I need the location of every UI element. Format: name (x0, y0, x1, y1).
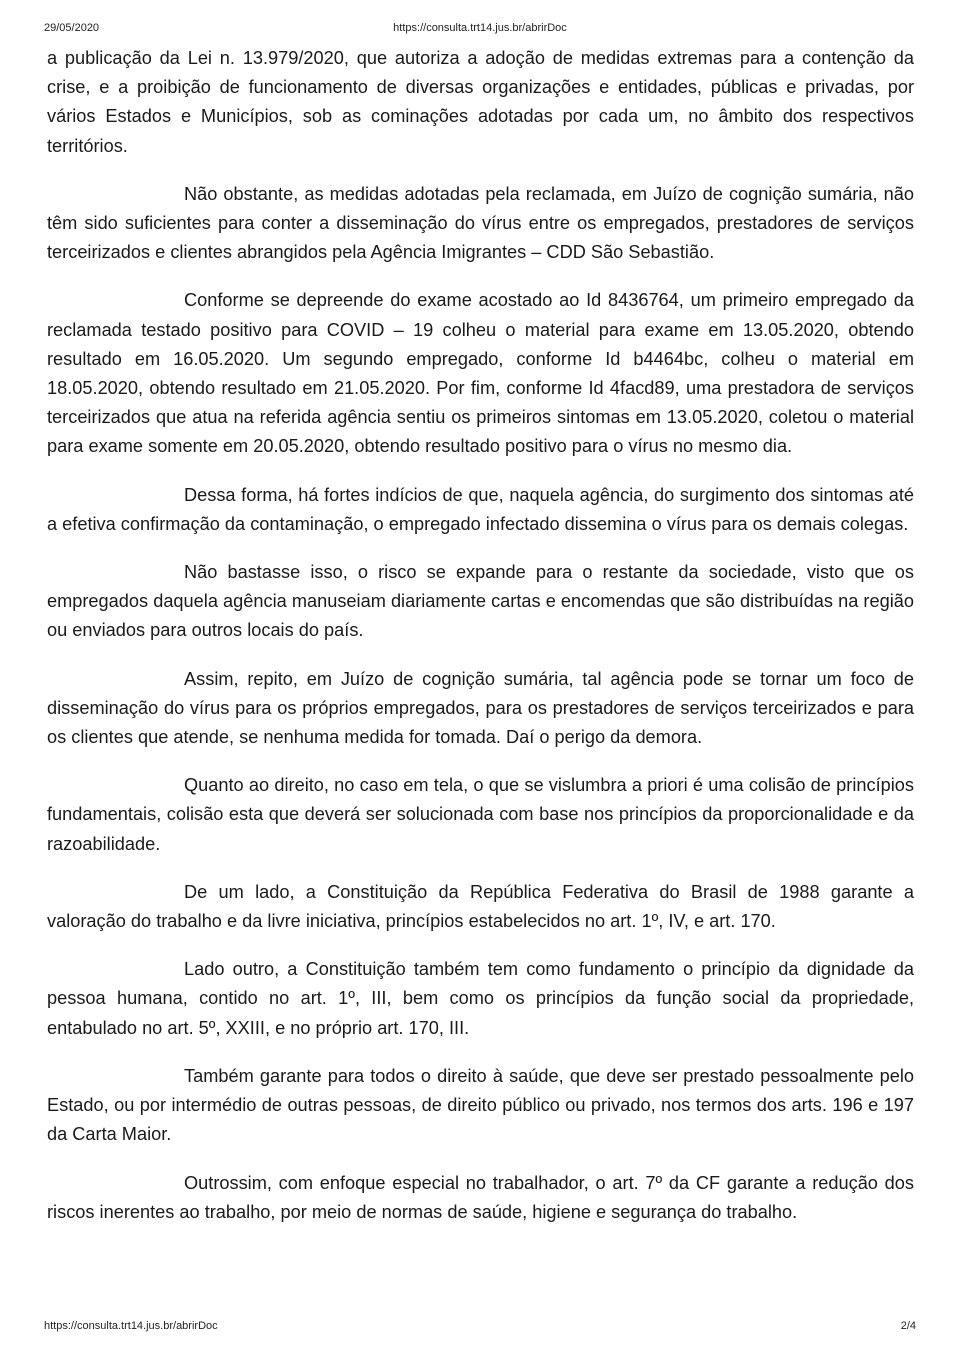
print-header (44, 22, 916, 40)
paragraph: Dessa forma, há fortes indícios de que, naquela agência, do surgimento dos sintomas até a efetiva confirmação da contaminação, o empregado infectado dissemina o vírus para os demais colegas. (47, 484, 914, 534)
paragraph-continued: a publicação da Lei n. 13.979/2020, que autoriza a adoção de medidas extremas para a contenção da crise, e a proibição de funcionamento de diversas organizações e entidades, públicas e privadas, por vários Estados e Municípios, sob as cominações adotadas por cada um, no âmbito dos respectivos territórios. (47, 48, 914, 156)
print-header-url: https://consulta.trt14.jus.br/abrirDoc (393, 22, 567, 34)
print-date: 29/05/2020 (44, 22, 100, 34)
paragraph: Quanto ao direito, no caso em tela, o que se vislumbra a priori é uma colisão de princípios fundamentais, colisão esta que deverá ser solucionada com base nos princípios da proporcionalidade e da razoabilidade. (47, 775, 914, 854)
paragraph: Também garante para todos o direito à saúde, que deve ser prestado pessoalmente pelo Estado, ou por intermédio de outras pessoas, de direito público ou privado, nos termos dos arts. 196 e 197 da Carta Maior. (47, 1065, 914, 1145)
paragraph: Lado outro, a Constituição também tem como fundamento o princípio da dignidade da pessoa humana, contido no art. 1º, III, bem como os princípios da função social da propriedade, entabulado no art. 5º, XXIII, e no próprio art. 170, III. (47, 959, 914, 1038)
paragraph: Assim, repito, em Juízo de cognição sumária, tal agência pode se tornar um foco de disseminação do vírus para os próprios empregados, para os prestadores de serviços terceirizados e para os clientes que atende, se nenhuma medida for tomada. Daí o perigo da demora. (47, 668, 914, 748)
page-number: 2/4 (900, 1320, 916, 1332)
document-body (47, 44, 914, 1246)
print-footer (44, 1320, 916, 1338)
paragraph: De um lado, a Constituição da República Federativa do Brasil de 1988 garante a valoração do trabalho e da livre iniciativa, princípios estabelecidos no art. 1º, IV, e art. 170. (47, 881, 914, 932)
paragraph: Conforme se depreende do exame acostado ao Id 8436764, um primeiro empregado da reclamada testado positivo para COVID – 19 colheu o material para exame em 13.05.2020, obtendo resultado em 16.05.2020. Um segundo empregado, conforme Id b4464bc, colheu o material em 18.05.2020, obtendo resultado em 21.05.2020. Por fim, conforme Id 4facd89, uma prestadora de serviços terceirizados que atua na referida agência sentiu os primeiros sintomas em 13.05.2020, coletou o material para exame somente em 20.05.2020, obtendo resultado positivo para o vírus no mesmo dia. (47, 290, 914, 457)
paragraph: Não obstante, as medidas adotadas pela reclamada, em Juízo de cognição sumária, não têm sido suficientes para conter a disseminação do vírus entre os empregados, prestadores de serviços terceirizados e clientes abrangidos pela Agência Imigrantes – CDD São Sebastião. (47, 183, 914, 263)
paragraph: Não bastasse isso, o risco se expande para o restante da sociedade, visto que os empregados daquela agência manuseiam diariamente cartas e encomendas que são distribuídas na região ou enviados para outros locais do país. (47, 562, 914, 641)
print-footer-url: https://consulta.trt14.jus.br/abrirDoc (44, 1320, 218, 1332)
paragraph: Outrossim, com enfoque especial no trabalhador, o art. 7º da CF garante a redução dos riscos inerentes ao trabalho, por meio de normas de saúde, higiene e segurança do trabalho. (47, 1172, 914, 1222)
